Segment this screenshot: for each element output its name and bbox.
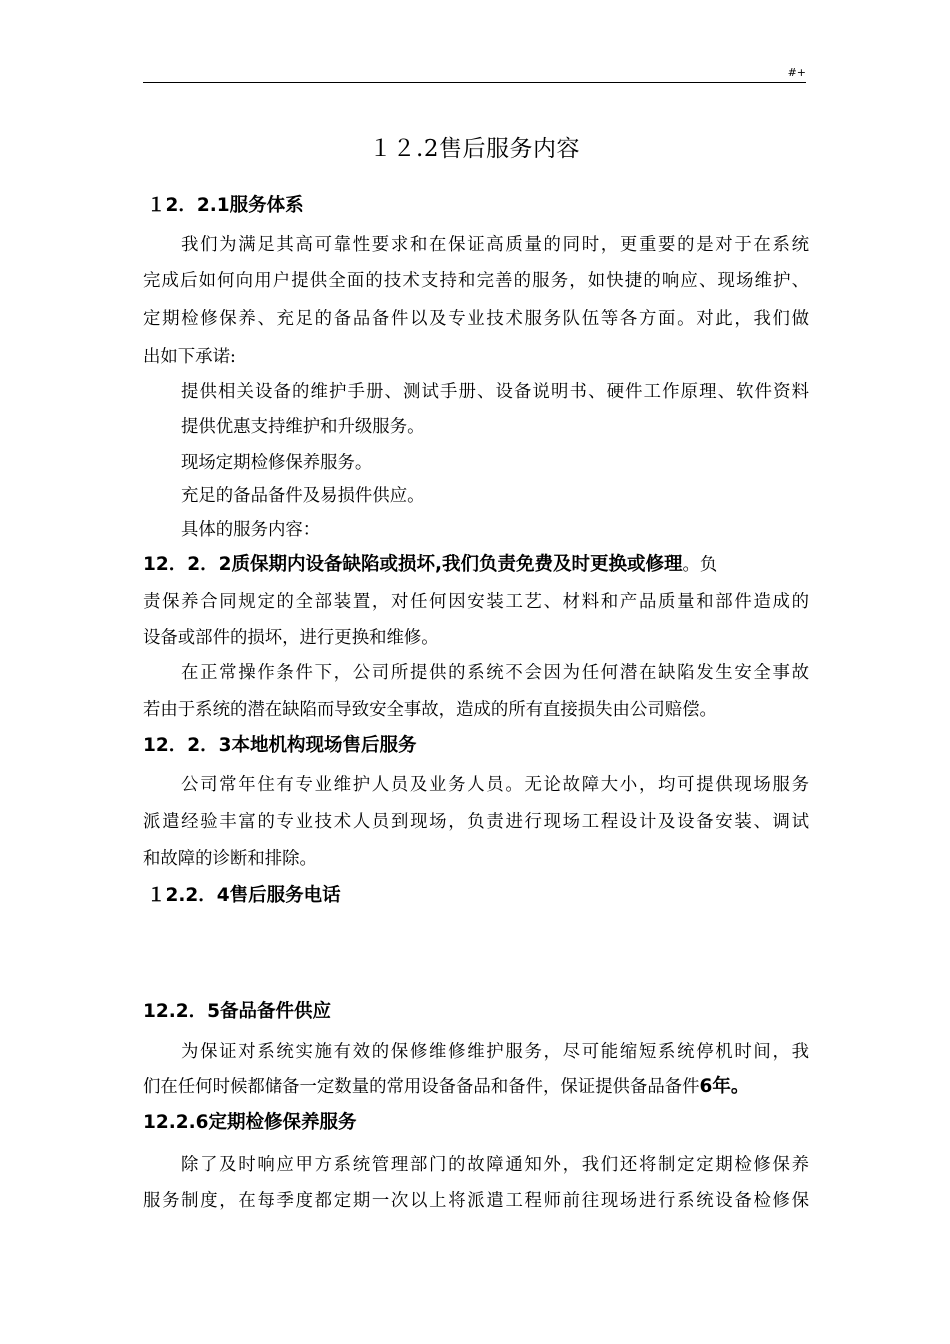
commitment-item: 现场定期检修保养服务。 [181,453,373,473]
paragraph-line: 我们为满足其高可靠性要求和在保证高质量的同时，更重要的是对于在系统 [181,235,809,255]
paragraph-line: 完成后如何向用户提供全面的技术支持和完善的服务，如快捷的响应、现场维护、 [143,271,809,291]
paragraph-line: 若由于系统的潜在缺陷而导致安全事故，造成的所有直接损失由公司赔偿。 [143,700,717,720]
page-header-mark: #+ [787,66,806,79]
paragraph-line: 公司常年住有专业维护人员及业务人员。无论故障大小，均可提供现场服务 [181,775,809,795]
header-divider [143,82,806,83]
commitment-item: 提供优惠支持维护和升级服务。 [181,417,425,437]
paragraph-text: 们在任何时候都储备一定数量的常用设备备品和备件，保证提供备品备件 [143,1077,700,1097]
section-heading-12-2-3: 12．2．3本地机构现场售后服务 [143,735,417,756]
section-heading-12-2-2: 12．2．2质保期内设备缺陷或损坏,我们负责免费及时更换或修理 [143,554,683,575]
page-title: １２.2售后服务内容 [369,136,580,162]
paragraph-line: 为保证对系统实施有效的保修维修维护服务，尽可能缩短系统停机时间，我 [181,1042,809,1062]
section-heading-12-2-4: １2.2．4售后服务电话 [147,885,341,906]
section-heading-12-2-6: 12.2.6定期检修保养服务 [143,1112,357,1133]
paragraph-line: 设备或部件的损坏，进行更换和维修。 [143,628,439,648]
section-heading-12-2-2-line [143,551,717,579]
commitment-item: 提供相关设备的维护手册、测试手册、设备说明书、硬件工作原理、软件资料 [181,382,809,402]
paragraph-line: 定期检修保养、充足的备品备件以及专业技术服务队伍等各方面。对此，我们做 [143,309,809,329]
section-heading-12-2-5: 12.2．5备品备件供应 [143,1001,332,1022]
paragraph-line: 除了及时响应甲方系统管理部门的故障通知外，我们还将制定定期检修保养 [181,1155,809,1175]
paragraph-line [143,1074,749,1100]
paragraph-line: 责保养合同规定的全部装置，对任何因安装工艺、材料和产品质量和部件造成的 [143,592,809,612]
paragraph-line: 出如下承诺: [143,347,236,367]
paragraph-line: 和故障的诊断和排除。 [143,849,317,869]
section-heading-12-2-1: １2．2.1服务体系 [147,195,304,216]
commitment-item: 充足的备品备件及易损件供应。 [181,486,425,506]
emphasis-text: 6年。 [699,1076,750,1097]
paragraph-line: 在正常操作条件下，公司所提供的系统不会因为任何潜在缺陷发生安全事故 [181,663,809,683]
heading-continuation-text: 。负 [682,555,718,575]
commitment-item: 具体的服务内容： [181,520,321,540]
paragraph-line: 服务制度，在每季度都定期一次以上将派遣工程师前往现场进行系统设备检修保 [143,1191,809,1211]
paragraph-line: 派遣经验丰富的专业技术人员到现场，负责进行现场工程设计及设备安装、调试 [143,812,809,832]
